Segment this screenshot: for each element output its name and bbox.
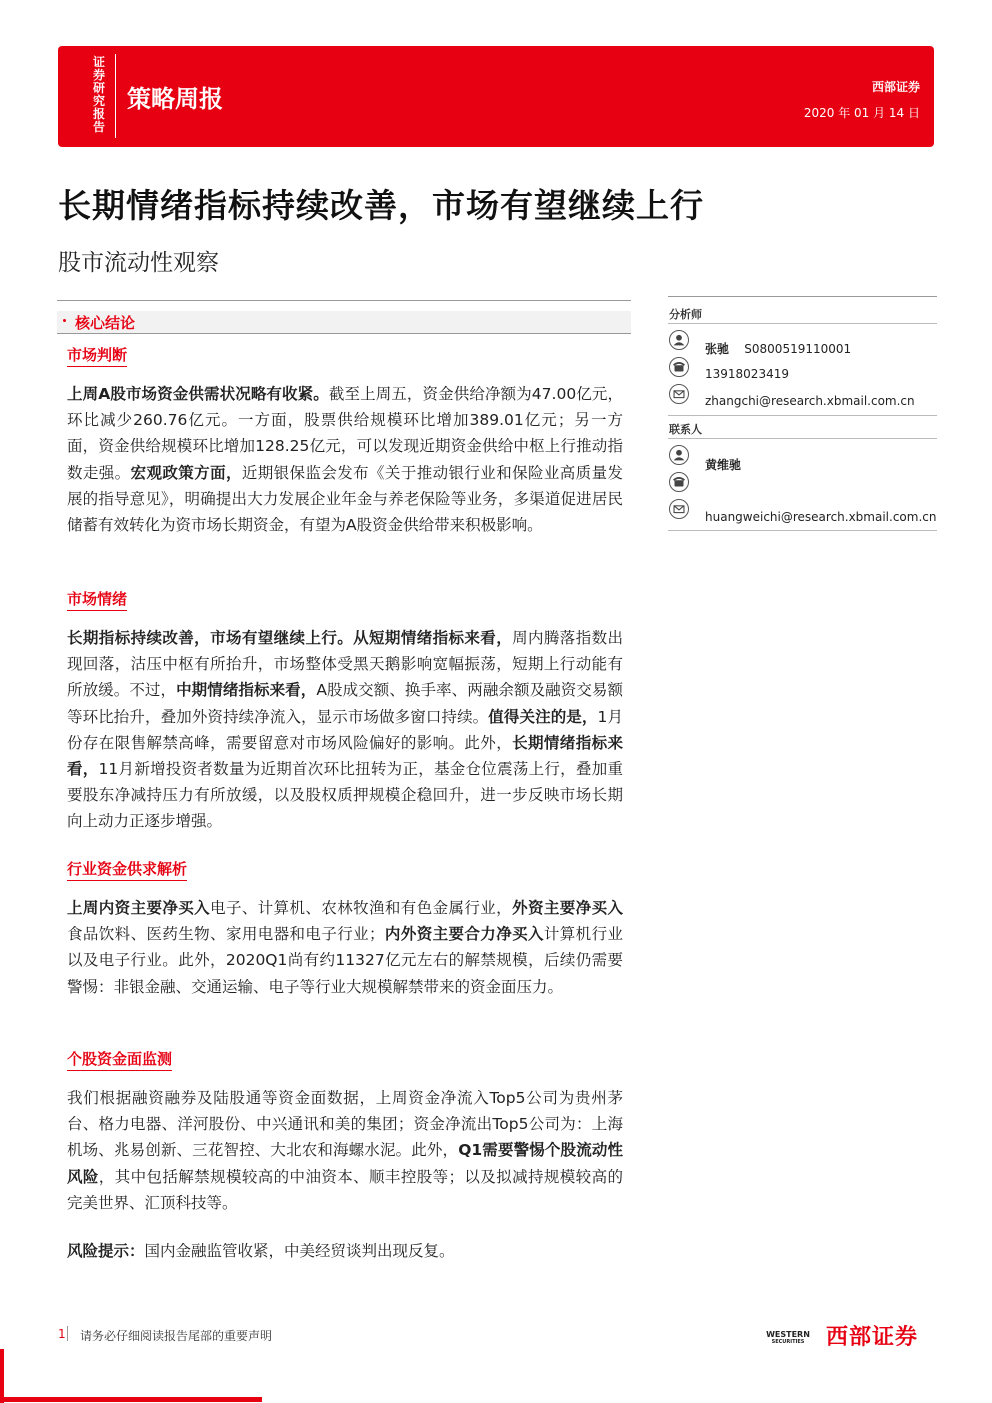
bullet-dot: [63, 319, 66, 322]
section-heading: 市场判断: [67, 344, 127, 367]
brand-name: 西部证券: [871, 80, 920, 94]
core-conclusion-bar: [57, 311, 631, 334]
corner-accent-horizontal: [0, 1397, 262, 1402]
person-icon: [669, 445, 689, 465]
divider-right: [668, 296, 937, 297]
phone-icon: [669, 472, 689, 492]
footer-separator: [67, 1326, 68, 1341]
risk-paragraph: 风险提示：国内金融监管收紧，中美经贸谈判出现反复。: [67, 1242, 455, 1260]
section-industry-funds: [67, 858, 623, 1000]
analyst-phone: 13918023419: [705, 367, 789, 381]
contact-email[interactable]: huangweichi@research.xbmail.com.cn: [705, 510, 937, 524]
section-paragraph: 长期指标持续改善，市场有望继续上行。从短期情绪指标来看，周内腾落指数出现回落，沽压中枢有所抬升，市场整体受黑天鹅影响宽幅振荡，短期上行动能有所放缓。不过，中期情绪指标来看，A股成交额、换手率、两融余额及融资交易额等环比抬升，叠加外资持续净流入，显示市场做多窗口持续。值得关注的是，1月份存在限售解禁高峰，需要留意对市场风险偏好的影响。此外，长期情绪指标来看，11月新增投资者数量为近期首次环比扭转为正，基金仓位震荡上行，叠加重要股东净减持压力有所放缓，以及股权质押规模企稳回升，进一步反映市场长期向上动力正逐步增强。: [67, 629, 623, 831]
analyst-email[interactable]: zhangchi@research.xbmail.com.cn: [705, 394, 915, 408]
corner-accent-vertical: [0, 1349, 4, 1403]
page-subtitle: 股市流动性观察: [58, 250, 219, 276]
contact-name: 黄维驰: [705, 458, 742, 472]
page-title: 长期情绪指标持续改善，市场有望继续上行: [58, 186, 704, 225]
header-banner: [58, 46, 934, 147]
section-paragraph: 上周A股市场资金供需状况略有收紧。截至上周五，资金供给净额为47.00亿元，环比减少260.76亿元。一方面，股票供给规模环比增加389.01亿元；另一方面，资金供给规模环比增加128.25亿元，可以发现近期资金供给中枢上行推动指数走强。宏观政策方面，近期银保监会发布《关于推动银行业和保险业高质量发展的指导意见》，明确提出大力发展企业年金与养老保险等业务，多渠道促进居民储蓄有效转化为资市场长期资金，有望为A股资金供给带来积极影响。: [67, 385, 624, 535]
sidebar-divider: [668, 438, 937, 439]
section-heading: 行业资金供求解析: [67, 858, 187, 881]
report-type: 策略周报: [127, 85, 223, 113]
sidebar-divider: [668, 530, 937, 531]
mail-icon: [669, 384, 689, 404]
sidebar-divider: [668, 415, 937, 416]
section-market-sentiment: [67, 588, 623, 835]
section-market-judgement: [67, 344, 623, 538]
footer-disclaimer: 请务必仔细阅读报告尾部的重要声明: [80, 1329, 273, 1343]
contact-label: 联系人: [669, 423, 702, 436]
risk-warning: [67, 1238, 623, 1264]
section-paragraph: 我们根据融资融券及陆股通等资金面数据，上周资金净流入Top5公司为贵州茅台、格力电器、洋河股份、中兴通讯和美的集团；资金净流出Top5公司为：上海机场、兆易创新、三花智控、大北农和海螺水泥。此外，Q1需要警惕个股流动性风险，其中包括解禁规模较高的中油资本、顺丰控股等；以及拟减持规模较高的完美世界、汇顶科技等。: [67, 1089, 623, 1212]
analyst-label: 分析师: [669, 308, 702, 321]
logo-xibu-securities: 西部证券: [826, 1325, 919, 1350]
section-heading: 个股资金面监测: [67, 1048, 172, 1071]
analyst-info: 张驰 S0800519110001: [705, 342, 852, 356]
section-paragraph: 上周内资主要净买入电子、计算机、农林牧渔和有色金属行业，外资主要净买入食品饮料、医药生物、家用电器和电子行业；内外资主要合力净买入计算机行业以及电子行业。此外，2020Q1尚有约11327亿元左右的解禁规模，后续仍需要警惕：非银金融、交通运输、电子等行业大规模解禁带来的资金面压力。: [67, 899, 623, 996]
logo-western: WESTERN SECURITIES: [766, 1330, 810, 1345]
sidebar-divider: [668, 323, 937, 324]
phone-icon: [669, 357, 689, 377]
section-heading: 市场情绪: [67, 588, 127, 611]
section-stock-funds: [67, 1048, 623, 1216]
page-number: 1: [58, 1327, 66, 1341]
core-conclusion-heading: 核心结论: [75, 314, 136, 332]
divider-left: [57, 300, 631, 301]
report-category: 证券研究报告: [92, 55, 105, 134]
report-date: 2020 年 01 月 14 日: [803, 106, 920, 120]
banner-divider: [115, 54, 116, 138]
mail-icon: [669, 499, 689, 519]
person-icon: [669, 330, 689, 350]
